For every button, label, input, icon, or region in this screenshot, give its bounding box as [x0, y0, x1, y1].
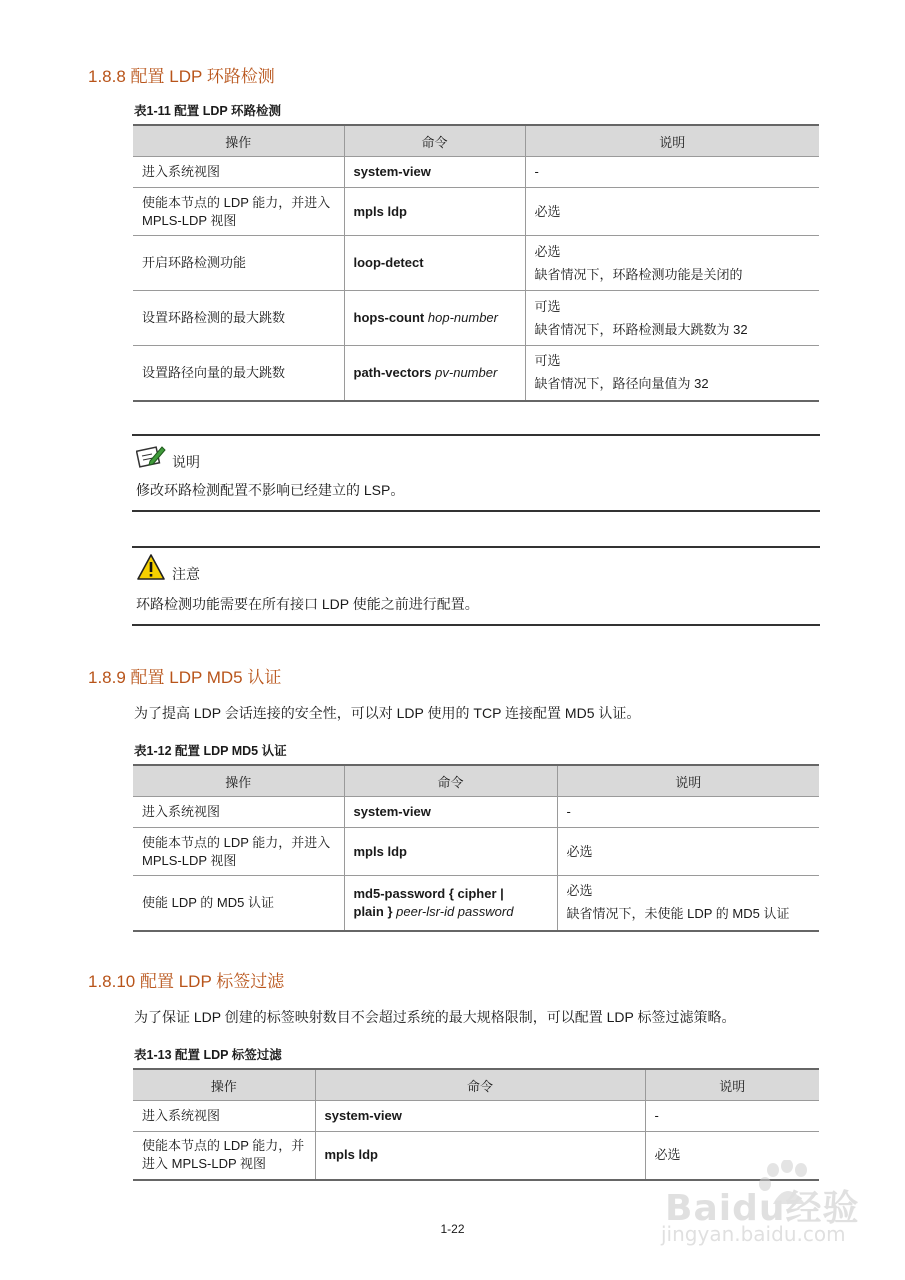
note-title: 说明: [172, 454, 200, 470]
caution-header: [136, 556, 200, 586]
cell-command: [344, 236, 525, 291]
description-line: 缺省情况下，路径向量值为 32: [534, 376, 709, 392]
cell-operation: 设置路径向量的最大跳数: [133, 346, 344, 401]
cell-description: -: [557, 797, 819, 828]
cell-command: [344, 876, 557, 931]
cell-operation: 使能 LDP 的 MD5 认证: [133, 876, 344, 931]
command-argument: hop-number: [427, 310, 498, 325]
command-keyword: mpls ldp: [353, 203, 407, 219]
command-keyword: plain }: [353, 903, 393, 919]
note-text: 修改环路检测配置不影响已经建立的 LSP。: [136, 482, 405, 498]
header-command: 命令: [344, 125, 525, 157]
warning-triangle-icon: [136, 553, 166, 586]
table-row: [133, 157, 819, 188]
cell-command: [344, 188, 525, 236]
cell-command: [315, 1101, 645, 1132]
header-description: 说明: [645, 1069, 819, 1101]
cell-description: [525, 291, 819, 346]
description-line: 可选: [534, 298, 561, 314]
pencil-note-icon: [136, 443, 166, 474]
cell-description: [557, 876, 819, 931]
command-keyword: md5-password { cipher |: [353, 885, 504, 901]
header-description: 说明: [557, 765, 819, 797]
cell-operation: 设置环路检测的最大跳数: [133, 291, 344, 346]
watermark-url: jingyan.baidu.com: [661, 1222, 846, 1246]
table-row: [133, 188, 819, 236]
header-command: 命令: [315, 1069, 645, 1101]
cell-operation: 进入系统视图: [133, 157, 344, 188]
caution-title: 注意: [172, 566, 200, 582]
cell-description: 必选: [525, 188, 819, 236]
table-row: [133, 236, 819, 291]
description-line: 必选: [534, 243, 561, 259]
command-keyword: system-view: [353, 804, 431, 819]
section-title-1-8-9: 1.8.9 配置 LDP MD5 认证: [88, 668, 282, 687]
table-header-row: [133, 765, 819, 797]
table-caption-1-11: 表1-11 配置 LDP 环路检测: [134, 104, 282, 118]
command-keyword: hops-count: [353, 310, 425, 325]
description-line: 缺省情况下，未使能 LDP 的 MD5 认证: [566, 906, 790, 922]
cell-description: -: [525, 157, 819, 188]
command-keyword: mpls ldp: [353, 843, 407, 859]
command-argument: peer-lsr-id password: [396, 903, 514, 919]
table-row: [133, 1101, 819, 1132]
header-operation: 操作: [133, 765, 344, 797]
header-operation: 操作: [133, 1069, 315, 1101]
watermark-brand: Baidu经验: [665, 1188, 860, 1229]
command-keyword: loop-detect: [353, 255, 424, 270]
table-row: [133, 291, 819, 346]
description-line: 缺省情况下，环路检测功能是关闭的: [534, 266, 743, 282]
baidu-jingyan-watermark: [655, 1160, 885, 1250]
description-line: 必选: [566, 883, 593, 899]
cell-command: [315, 1132, 645, 1180]
command-keyword: system-view: [324, 1108, 402, 1123]
cell-operation: 进入系统视图: [133, 797, 344, 828]
cell-operation: 使能本节点的 LDP 能力，并进入 MPLS-LDP 视图: [133, 828, 344, 876]
cell-operation: 使能本节点的 LDP 能力，并进入 MPLS-LDP 视图: [133, 188, 344, 236]
command-keyword: system-view: [353, 164, 431, 179]
cell-operation: 开启环路检测功能: [133, 236, 344, 291]
table-row: [133, 797, 819, 828]
table-caption-1-13: 表1-13 配置 LDP 标签过滤: [134, 1048, 282, 1062]
description-line: 缺省情况下，环路检测最大跳数为 32: [534, 321, 748, 337]
cell-command: [344, 346, 525, 401]
caution-box: [132, 546, 820, 626]
table-row: [133, 828, 819, 876]
table-row: [133, 876, 819, 931]
table-1-11: [133, 124, 819, 402]
table-caption-1-12: 表1-12 配置 LDP MD5 认证: [134, 744, 287, 758]
header-description: 说明: [525, 125, 819, 157]
table-header-row: [133, 1069, 819, 1101]
page-number: 1-22: [440, 1222, 465, 1236]
note-header: [136, 444, 200, 474]
table-1-12: [133, 764, 819, 932]
command-keyword: path-vectors: [353, 364, 432, 380]
command-keyword: mpls ldp: [324, 1147, 378, 1163]
cell-description: [525, 346, 819, 401]
section-title-1-8-10: 1.8.10 配置 LDP 标签过滤: [88, 972, 285, 991]
note-box: [132, 434, 820, 512]
header-command: 命令: [344, 765, 557, 797]
cell-operation: 使能本节点的 LDP 能力，并进入 MPLS-LDP 视图: [133, 1132, 315, 1180]
section-title-1-8-8: 1.8.8 配置 LDP 环路检测: [88, 67, 275, 86]
section-paragraph: 为了保证 LDP 创建的标签映射数目不会超过系统的最大规格限制，可以配置 LDP 标签过滤策略。: [134, 1009, 736, 1025]
cell-command: [344, 157, 525, 188]
cell-description: 必选: [557, 828, 819, 876]
command-argument: pv-number: [435, 364, 498, 380]
section-paragraph: 为了提高 LDP 会话连接的安全性，可以对 LDP 使用的 TCP 连接配置 MD5 认证。: [134, 705, 641, 721]
table-row: [133, 346, 819, 401]
cell-command: [344, 797, 557, 828]
cell-description: 必选: [645, 1132, 819, 1180]
table-header-row: [133, 125, 819, 157]
cell-operation: 进入系统视图: [133, 1101, 315, 1132]
cell-description: -: [645, 1101, 819, 1132]
cell-description: [525, 236, 819, 291]
cell-command: [344, 291, 525, 346]
cell-command: [344, 828, 557, 876]
caution-text: 环路检测功能需要在所有接口 LDP 使能之前进行配置。: [136, 596, 479, 612]
header-operation: 操作: [133, 125, 344, 157]
description-line: 可选: [534, 353, 561, 369]
